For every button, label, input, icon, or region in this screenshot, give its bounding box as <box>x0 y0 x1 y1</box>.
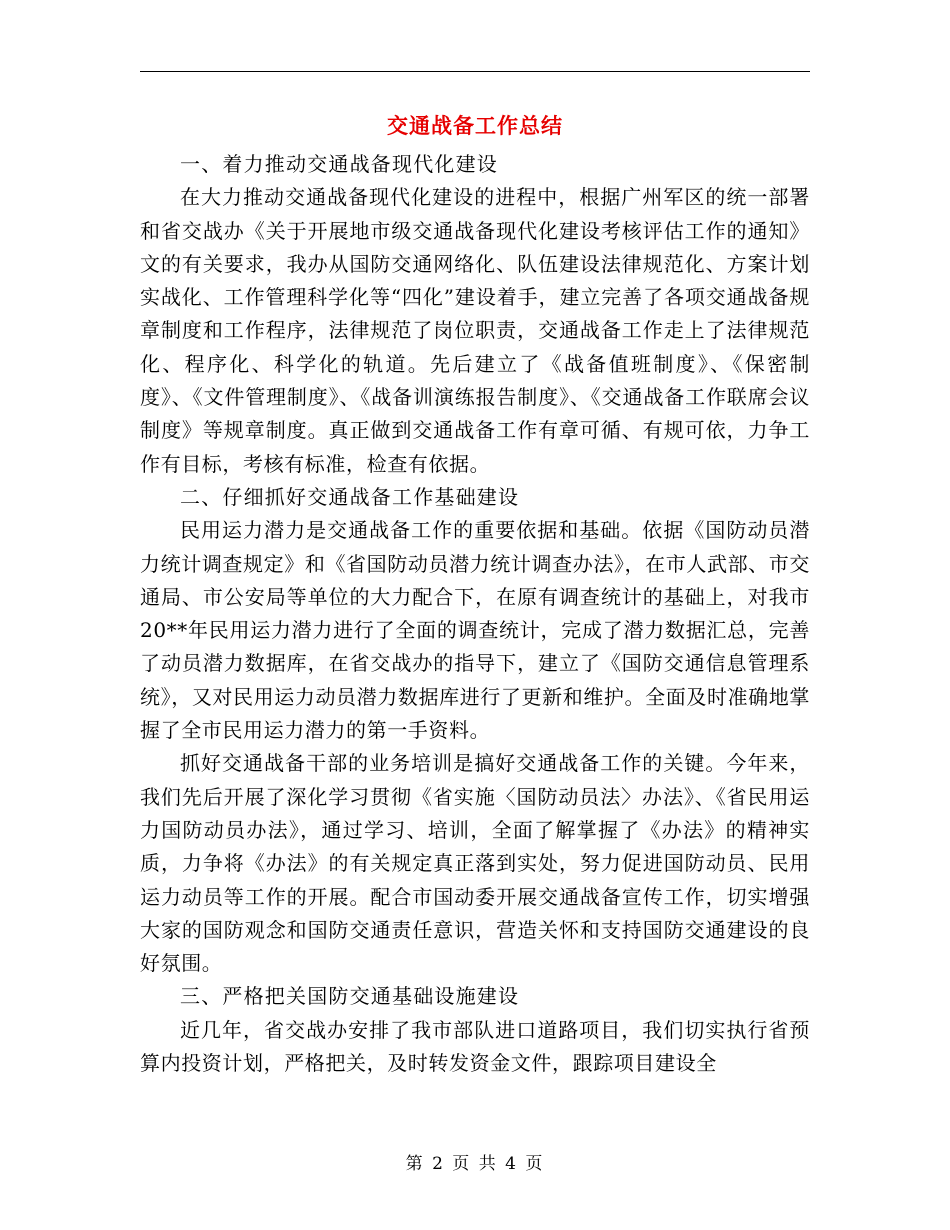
header-rule <box>140 71 810 72</box>
section-heading-2: 二、仔细抓好交通战备工作基础建设 <box>180 484 520 509</box>
paragraph-1: 在大力推动交通战备现代化建设的进程中，根据广州军区的统一部署和省交战办《关于开展地市级交通战备现代化建设考核评估工作的通知》文的有关要求，我办从国防交通网络化、队伍建设法律规范化、方案计划实战化、工作管理科学化等“四化”建设着手，建立完善了各项交通战备规章制度和工作程序，法律规范了岗位职责，交通战备工作走上了法律规范化、程序化、科学化的轨道。先后建立了《战备值班制度》、《保密制度》、《文件管理制度》、《战备训演练报告制度》、《交通战备工作联席会议制度》等规章制度。真正做到交通战备工作有章可循、有规可依，力争工作有目标，考核有标准，检查有依据。 <box>140 185 810 476</box>
paragraph-3: 抓好交通战备干部的业务培训是搞好交通战备工作的关键。今年来，我们先后开展了深化学习贯彻《省实施〈国防动员法〉办法》、《省民用运力国防动员办法》，通过学习、培训，全面了解掌握了《办法》的精神实质，力争将《办法》的有关规定真正落到实处，努力促进国防动员、民用运力动员等工作的开展。配合市国动委开展交通战备宣传工作，切实增强大家的国防观念和国防交通责任意识，营造关怀和支持国防交通建设的良好氛围。 <box>140 751 810 976</box>
paragraph-2: 民用运力潜力是交通战备工作的重要依据和基础。依据《国防动员潜力统计调查规定》和《省国防动员潜力统计调查办法》，在市人武部、市交通局、市公安局等单位的大力配合下，在原有调查统计的基础上，对我市20**年民用运力潜力进行了全面的调查统计，完成了潜力数据汇总，完善了动员潜力数据库，在省交战办的指导下，建立了《国防交通信息管理系统》，又对民用运力动员潜力数据库进行了更新和维护。全面及时准确地掌握了全市民用运力潜力的第一手资料。 <box>140 518 810 743</box>
section-heading-3: 三、严格把关国防交通基础设施建设 <box>180 984 520 1009</box>
document-body <box>140 148 810 1080</box>
page-number-footer: 第 2 页 共 4 页 <box>405 1154 545 1174</box>
document-title: 交通战备工作总结 <box>387 113 563 138</box>
section-heading-1: 一、着力推动交通战备现代化建设 <box>180 152 498 176</box>
paragraph-4: 近几年，省交战办安排了我市部队进口道路项目，我们切实执行省预算内投资计划，严格把关，及时转发资金文件，跟踪项目建设全 <box>140 1017 810 1076</box>
